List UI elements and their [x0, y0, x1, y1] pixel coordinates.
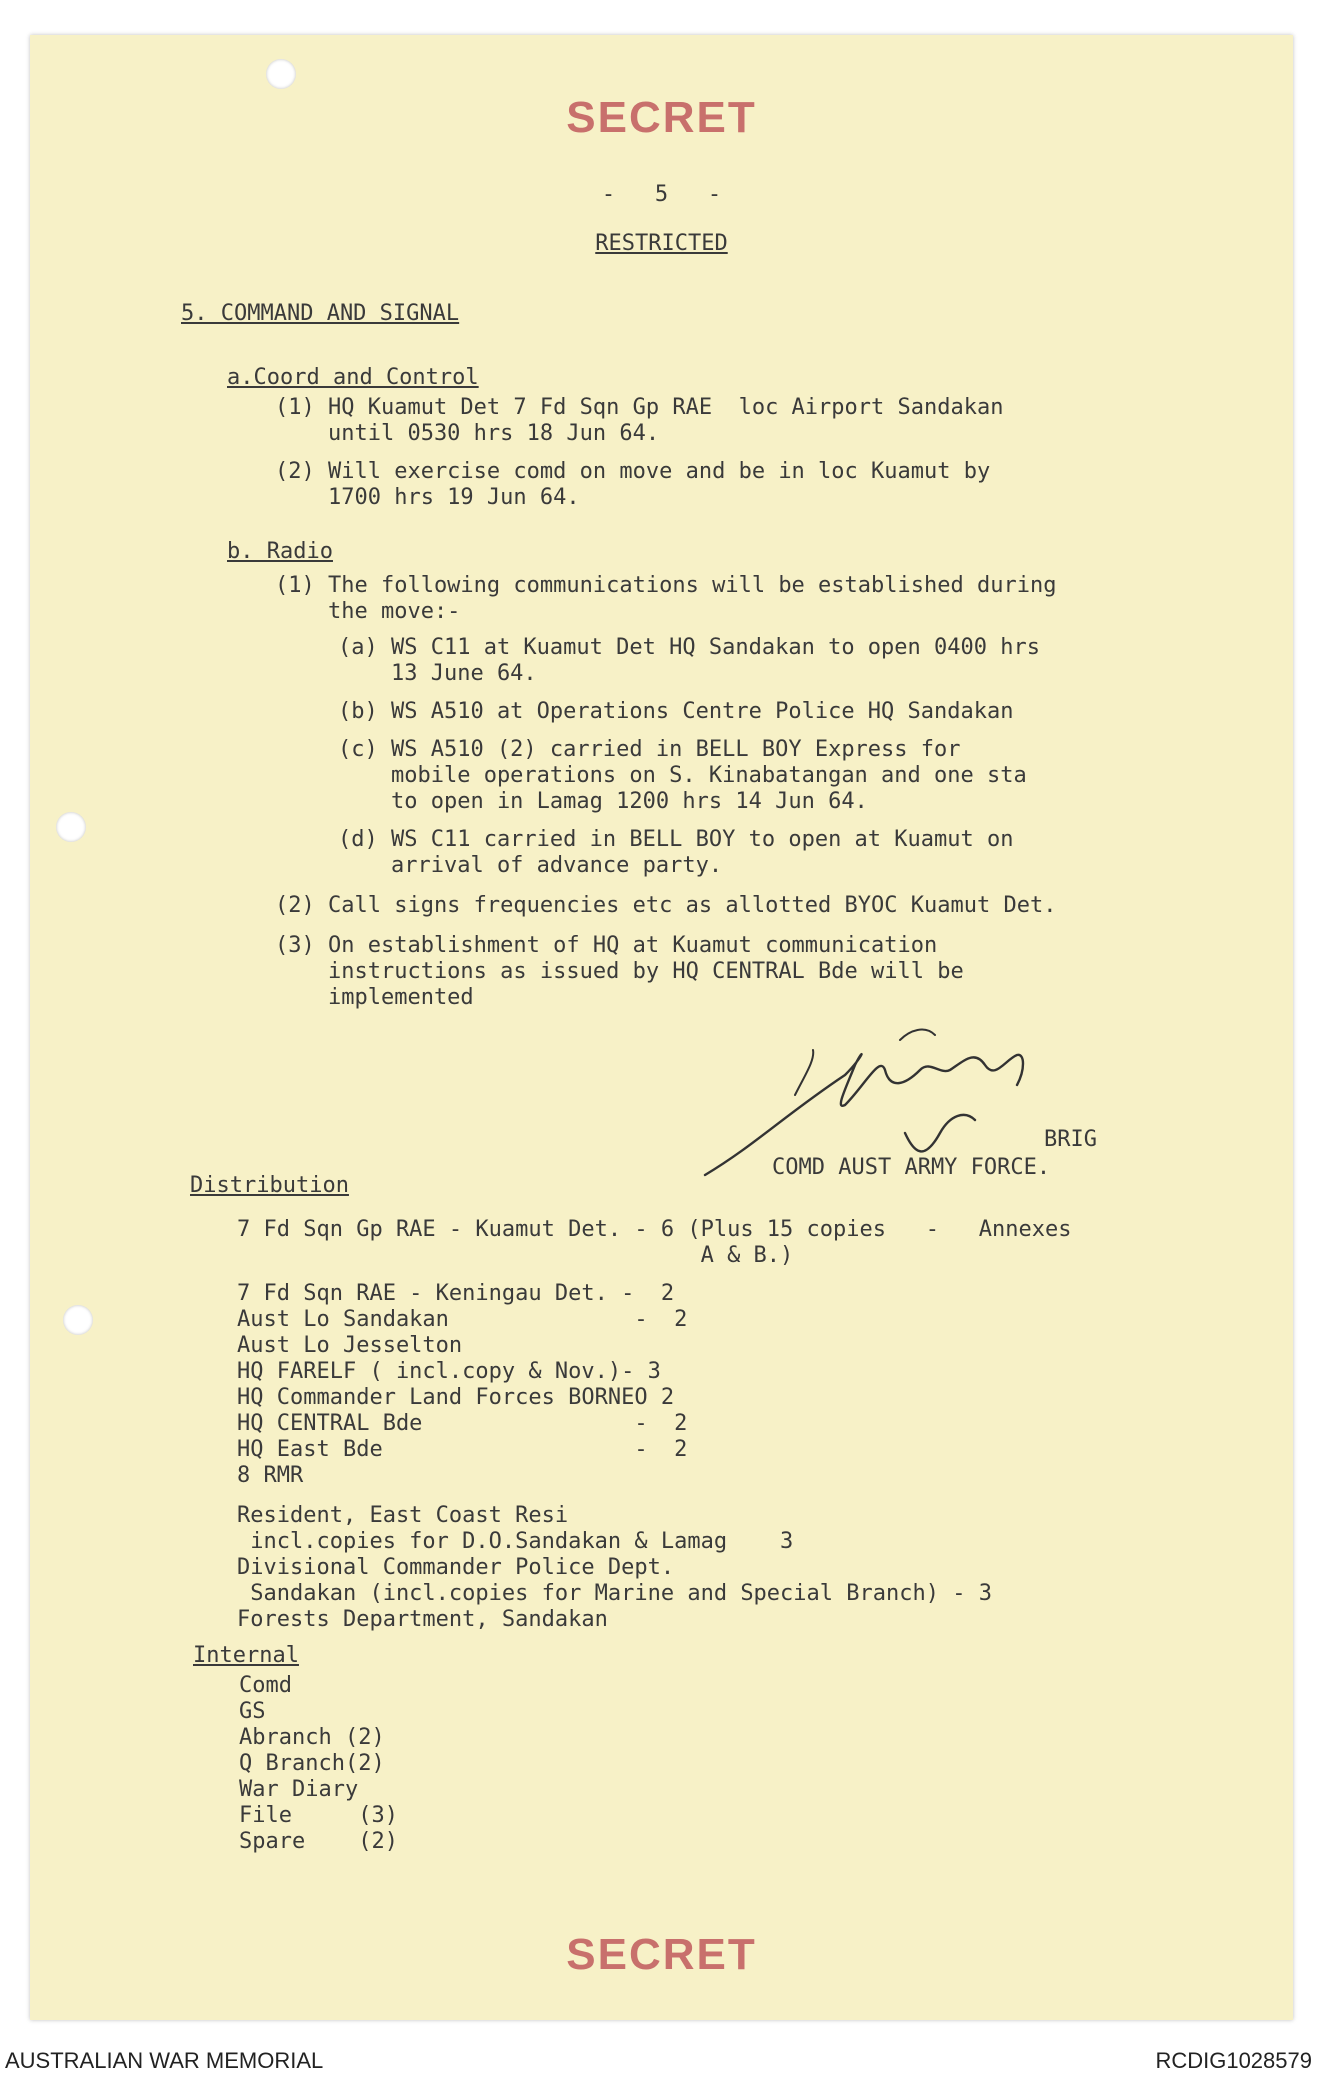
coord-item-2-line-1: (2) Will exercise comd on move and be in loc Kuamut by: [275, 459, 991, 484]
internal-line: Comd: [239, 1673, 292, 1698]
internal-line: GS: [239, 1699, 266, 1724]
radio-heading: b. Radio: [227, 539, 333, 564]
radio-establishment-line-1: (3) On establishment of HQ at Kuamut communication: [275, 933, 938, 958]
distribution-line: HQ East Bde - 2: [237, 1437, 688, 1462]
radio-sub-d-line-2: arrival of advance party.: [338, 853, 723, 878]
signature-rank: BRIG: [1044, 1127, 1097, 1152]
document-page: [30, 35, 1293, 2020]
distribution-civil-line: incl.copies for D.O.Sandakan & Lamag 3: [237, 1529, 794, 1554]
coord-item-1-line-2: until 0530 hrs 18 Jun 64.: [275, 421, 660, 446]
distribution-line: 7 Fd Sqn Gp RAE - Kuamut Det. - 6 (Plus 15 copies - Annexes: [237, 1217, 1072, 1242]
secret-stamp-bottom: SECRET: [566, 1930, 757, 1979]
radio-sub-b: (b) WS A510 at Operations Centre Police HQ Sandakan: [338, 699, 1014, 724]
distribution-line: HQ FARELF ( incl.copy & Nov.)- 3: [237, 1359, 661, 1384]
radio-intro-line-1: (1) The following communications will be established during: [275, 573, 1057, 598]
radio-sub-c-line-1: (c) WS A510 (2) carried in BELL BOY Express for: [338, 737, 961, 762]
distribution-line: 7 Fd Sqn RAE - Keningau Det. - 2: [237, 1281, 675, 1306]
radio-sub-c-line-2: mobile operations on S. Kinabatangan and one sta: [338, 763, 1027, 788]
punch-hole-lower: [63, 1305, 93, 1335]
footer-archive-name: AUSTRALIAN WAR MEMORIAL: [5, 2048, 324, 2073]
signature-title: COMD AUST ARMY FORCE.: [772, 1155, 1051, 1180]
page-number: - 5 -: [601, 182, 722, 207]
internal-line: Q Branch(2): [239, 1751, 385, 1776]
distribution-heading: Distribution: [190, 1173, 349, 1198]
distribution-line: Aust Lo Sandakan - 2: [237, 1307, 688, 1332]
internal-heading: Internal: [193, 1643, 299, 1668]
radio-establishment-line-3: implemented: [275, 985, 474, 1010]
radio-intro-line-2: the move:-: [275, 599, 461, 624]
radio-call-signs: (2) Call signs frequencies etc as allotted BYOC Kuamut Det.: [275, 893, 1057, 918]
distribution-civil-line: Forests Department, Sandakan: [237, 1607, 608, 1632]
punch-hole-middle: [56, 812, 86, 842]
internal-line: Abranch (2): [239, 1725, 385, 1750]
coord-item-2-line-2: 1700 hrs 19 Jun 64.: [275, 485, 580, 510]
distribution-civil-line: Divisional Commander Police Dept.: [237, 1555, 675, 1580]
section-title: 5. COMMAND AND SIGNAL: [181, 301, 460, 326]
distribution-line: HQ CENTRAL Bde - 2: [237, 1411, 688, 1436]
radio-sub-a-line-1: (a) WS C11 at Kuamut Det HQ Sandakan to open 0400 hrs: [338, 635, 1040, 660]
distribution-civil-line: Sandakan (incl.copies for Marine and Special Branch) - 3: [237, 1581, 992, 1606]
radio-sub-d-line-1: (d) WS C11 carried in BELL BOY to open at Kuamut on: [338, 827, 1014, 852]
internal-line: War Diary: [239, 1777, 359, 1802]
distribution-line: 8 RMR: [237, 1463, 304, 1488]
restricted-marking: RESTRICTED: [595, 231, 728, 256]
distribution-civil-line: Resident, East Coast Resi: [237, 1503, 569, 1528]
punch-hole-top: [266, 59, 296, 89]
distribution-line: A & B.): [237, 1243, 794, 1268]
radio-sub-c-line-3: to open in Lamag 1200 hrs 14 Jun 64.: [338, 789, 868, 814]
internal-line: File (3): [239, 1803, 398, 1828]
footer-item-id: RCDIG1028579: [1155, 2048, 1312, 2073]
internal-line: Spare (2): [239, 1829, 398, 1854]
secret-stamp-top: SECRET: [566, 93, 757, 142]
coord-control-heading: a.Coord and Control: [227, 365, 479, 390]
coord-item-1-line-1: (1) HQ Kuamut Det 7 Fd Sqn Gp RAE loc Airport Sandakan: [275, 395, 1004, 420]
distribution-line: Aust Lo Jesselton: [237, 1333, 463, 1358]
radio-establishment-line-2: instructions as issued by HQ CENTRAL Bde will be: [275, 959, 964, 984]
distribution-line: HQ Commander Land Forces BORNEO 2: [237, 1385, 675, 1410]
radio-sub-a-line-2: 13 June 64.: [338, 661, 537, 686]
